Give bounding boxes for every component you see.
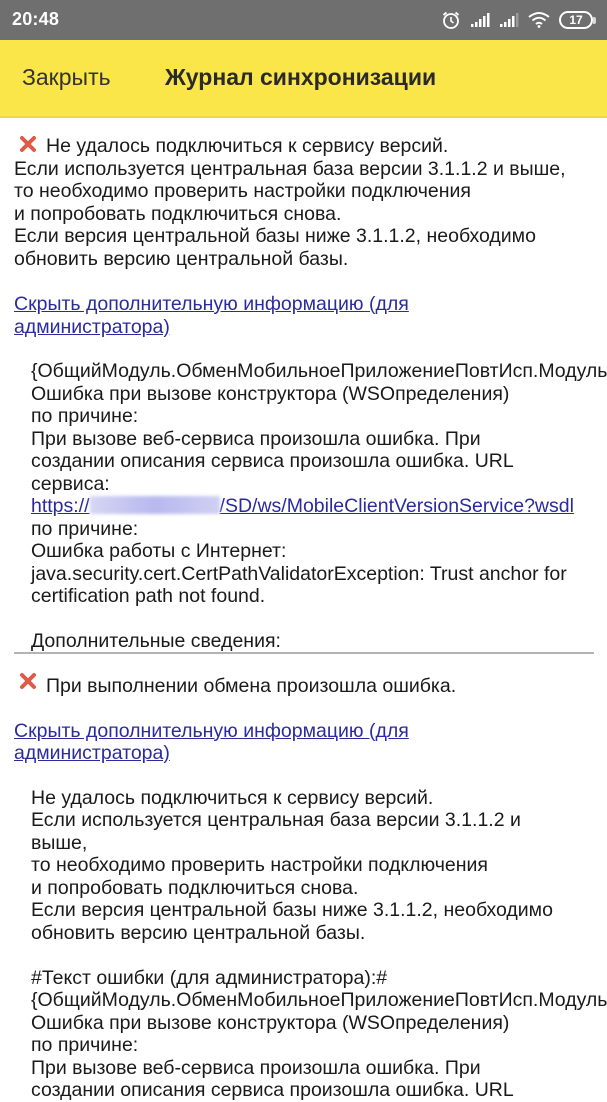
- admin-details: Не удалось подключиться к сервису версий. Если используется центральная база версии 3.1.1.2 и выше, то необходимо проверить настройки подключения и попробовать подключиться снова. Если версия центральной базы ниже 3.1.1.2, необходимо обновить версию центральной базы. #Текст ошибки (для администратора):# {ОбщийМодуль.ОбменМобильноеПриложениеПовтИсп.Модуль Ошибка при вызове конструктора (WSОпределения) по причине: При вызове веб-сервиса произошла ошибка. При создании описания сервиса произошла ошибка. URL: [31, 786, 607, 1101]
- status-icons: [441, 9, 593, 31]
- entry-divider: [14, 652, 594, 654]
- error-message: При выполнении обмена произошла ошибка.: [0, 675, 607, 698]
- toggle-details-link[interactable]: Скрыть дополнительную информацию (для администратора): [14, 719, 409, 764]
- service-url-link[interactable]: https:// /SD/ws/MobileClientVersionService?wsdl: [31, 495, 574, 517]
- status-time: 20:48: [12, 9, 60, 29]
- status-bar: [0, 0, 607, 40]
- signal-icon: [499, 12, 519, 28]
- redacted-host: [90, 496, 220, 514]
- wifi-icon: [528, 12, 550, 28]
- error-x-icon: [19, 672, 37, 690]
- app-bar: [0, 40, 607, 118]
- log-entry: [0, 675, 607, 1102]
- error-message: Не удалось подключиться к сервису версий. Если используется центральная база версии 3.1.1.2 и выше, то необходимо проверить настройки подключения и попробовать подключиться снова. Если версия центральной базы ниже 3.1.1.2, необходимо обновить версию центральной базы.: [14, 135, 566, 270]
- page-title: Журнал синхронизации: [165, 64, 437, 90]
- admin-details: {ОбщийМодуль.ОбменМобильноеПриложениеПовтИсп.Модуль Ошибка при вызове конструктора (WSОпределения) по причине: При вызове веб-сервиса произошла ошибка. При создании описания сервиса произошла ошибка. URL сервиса: https:// /SD/ws/MobileClientVersionService?wsdl по причине: Ошибка работы с Интернет: java.security.cert.CertPathValidatorException: Trust anchor for certification path not found. Дополнительные сведения:: [31, 360, 607, 652]
- alarm-icon: [441, 10, 461, 30]
- error-x-icon: [19, 135, 37, 153]
- battery-icon: 17: [559, 11, 593, 29]
- signal-icon: [470, 12, 490, 28]
- sync-log-content[interactable]: [0, 118, 607, 1101]
- toggle-details-link[interactable]: Скрыть дополнительную информацию (для администратора): [14, 293, 409, 338]
- close-button[interactable]: Закрыть: [22, 64, 111, 90]
- log-entry: [0, 135, 607, 653]
